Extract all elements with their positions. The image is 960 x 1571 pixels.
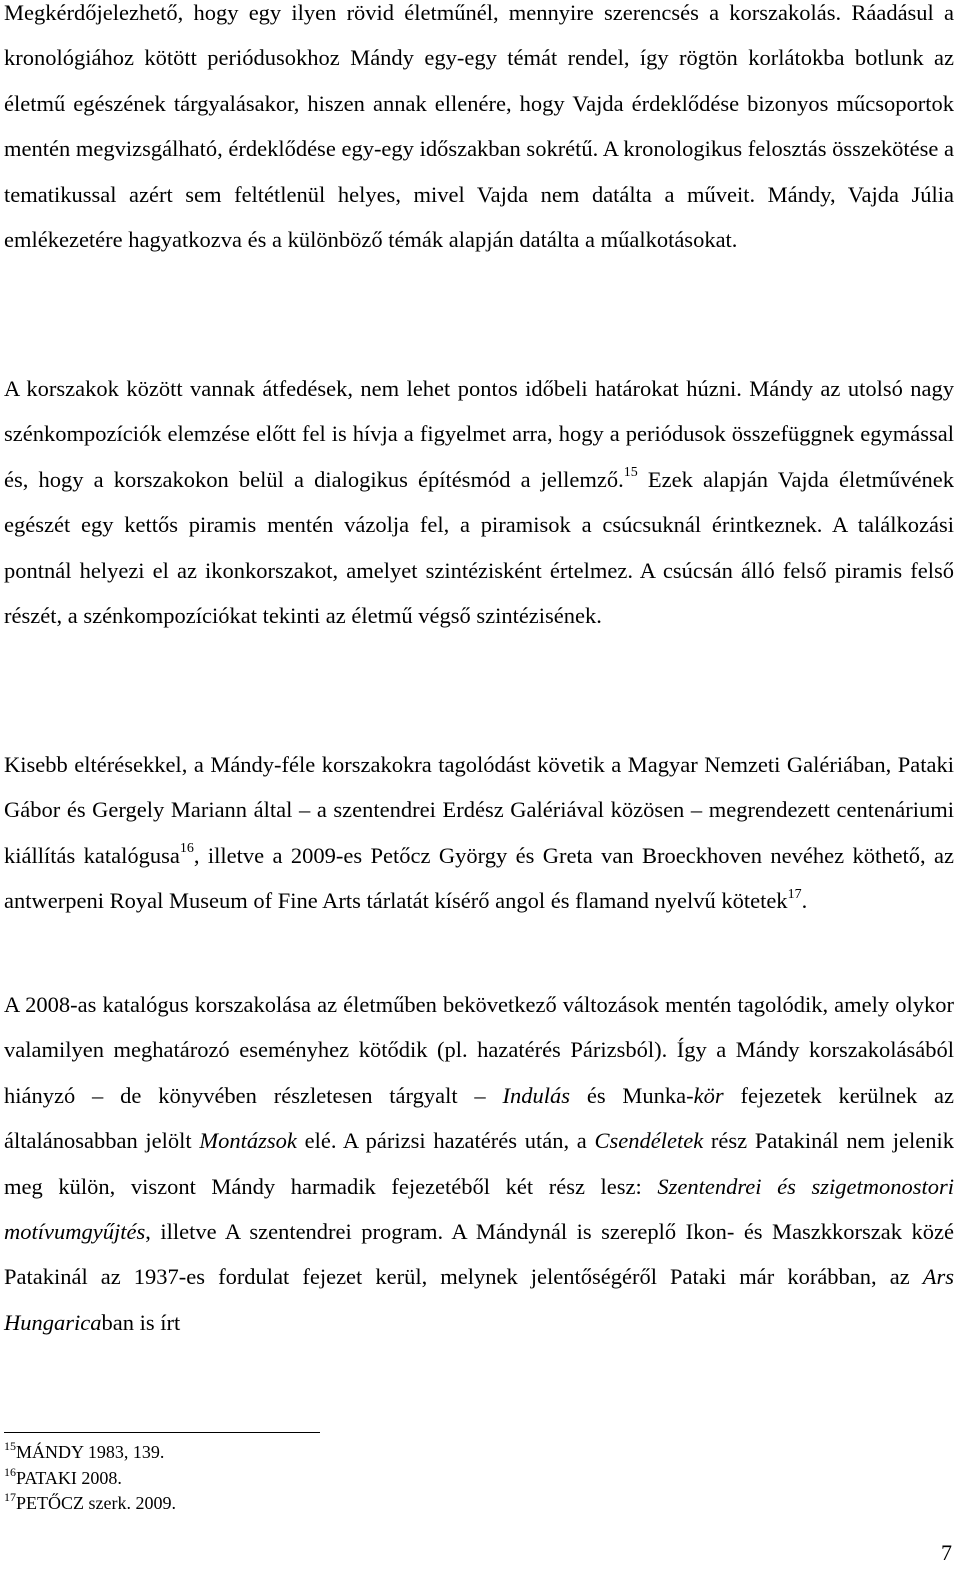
footnote-separator [4,1432,320,1433]
text-run: fejezetek kerülnek az általánosabban jelölt [4,1082,954,1154]
italic-title: Csendéletek [594,1128,704,1154]
footnotes [4,1440,176,1517]
text-run: , illetve A szentendrei program. A Mándynál is szereplő Ikon- és Maszkkorszak közé Patakinál az 1937-es fordulat fejezet kerül, melynek jelentőségéről Pataki már korábban, az [4,1219,954,1290]
footnote-reference: 16 [179,841,194,857]
page-number: 7 [941,1540,952,1565]
body-paragraph [4,366,954,638]
footnote-number: 15 [4,1439,16,1453]
footnote [4,1440,176,1466]
body-paragraph [4,742,954,924]
text-run: Megkérdőjelezhető, hogy egy ilyen rövid életműnél, mennyire szerencsés a korszakolás. Ráadásul a kronológiához kötött periódusokhoz Mándy egy-egy témát rendel, így rögtön korlátokba botlunk az életmű egészének tárgyalásakor, hiszen annak ellenére, hogy Vajda érdeklődése bizonyos műcsoportok mentén megvizsgálható, érdeklődése egy-egy időszakban sokrétű. A kronologikus felosztás összekötése a tematikussal azért sem feltétlenül helyes, mivel Vajda nem datálta a műveit. Mándy, Vajda Júlia emlékezetére hagyatkozva és a különböző témák alapján datálta a műalkotásokat. [4,0,954,253]
text-run: . [801,888,808,914]
footnote-text: PATAKI 2008. [16,1467,122,1488]
footnote-reference: 15 [623,465,638,481]
footnote-number: 17 [4,1490,16,1504]
text-run: elé. A párizsi hazatérés után, a [296,1128,595,1154]
italic-title: Montázsok [199,1128,297,1154]
text-run: Kisebb eltérésekkel, a Mándy-féle korszakokra tagolódást követik a Magyar Nemzeti Galériában, Pataki Gábor és Gergely Mariann által – a szentendrei Erdész Galériával közösen – megrendezett centenáriumi kiállítás katalógusa [4,752,954,868]
text-run: Ezek alapján Vajda életművének egészét egy kettős piramis mentén vázolja fel, a piramisok a csúcsuknál érintkeznek. A találkozási pontnál helyezi el az ikonkorszakot, amelyet szintézisként értelmez. A csúcsán álló felső piramis felső részét, a szénkompozíciókat tekinti az életmű végső szintézisének. [4,466,955,629]
italic-title: Szentendrei és szigetmonostori motívumgyűjtés [4,1173,954,1245]
footnote [4,1491,176,1517]
body-paragraph [4,982,954,1345]
footnote-reference: 17 [787,886,802,902]
italic-title: Ars Hungarica [4,1264,954,1335]
text-run: A korszakok között vannak átfedések, nem lehet pontos időbeli határokat húzni. Mándy az utolsó nagy szénkompozíciók elemzése előtt fel is hívja a figyelmet arra, hogy a periódusok összefüggnek egymással és, hogy a korszakokon belül a dialogikus építésmód a jellemző. [4,376,954,492]
footnote [4,1466,176,1492]
footnote-number: 16 [4,1464,16,1479]
footnote-text: MÁNDY 1983, 139. [16,1442,165,1462]
italic-title: kör [693,1082,724,1108]
footnote-text: PETŐCZ szerk. 2009. [16,1493,176,1513]
body-paragraph [4,0,954,262]
text-run: és Munka- [570,1082,694,1108]
text-run: ban is írt [101,1309,181,1335]
text-run: A 2008-as katalógus korszakolása az életműben bekövetkező változások mentén tagolódik, amely olykor valamilyen meghatározó eseményhez kötődik (pl. hazatérés Párizsból). Így a Mándy korszakolásából hiányzó – de könyvében részletesen tárgyalt – [4,992,954,1108]
text-run: rész Patakinál nem jelenik meg külön, viszont Mándy harmadik fejezetéből két rész lesz: [4,1128,954,1199]
italic-title: Indulás [502,1082,570,1108]
text-run: , illetve a 2009-es Petőcz György és Greta van Broeckhoven nevéhez köthető, az antwerpeni Royal Museum of Fine Arts tárlatát kísérő angol és flamand nyelvű kötetek [4,842,954,914]
